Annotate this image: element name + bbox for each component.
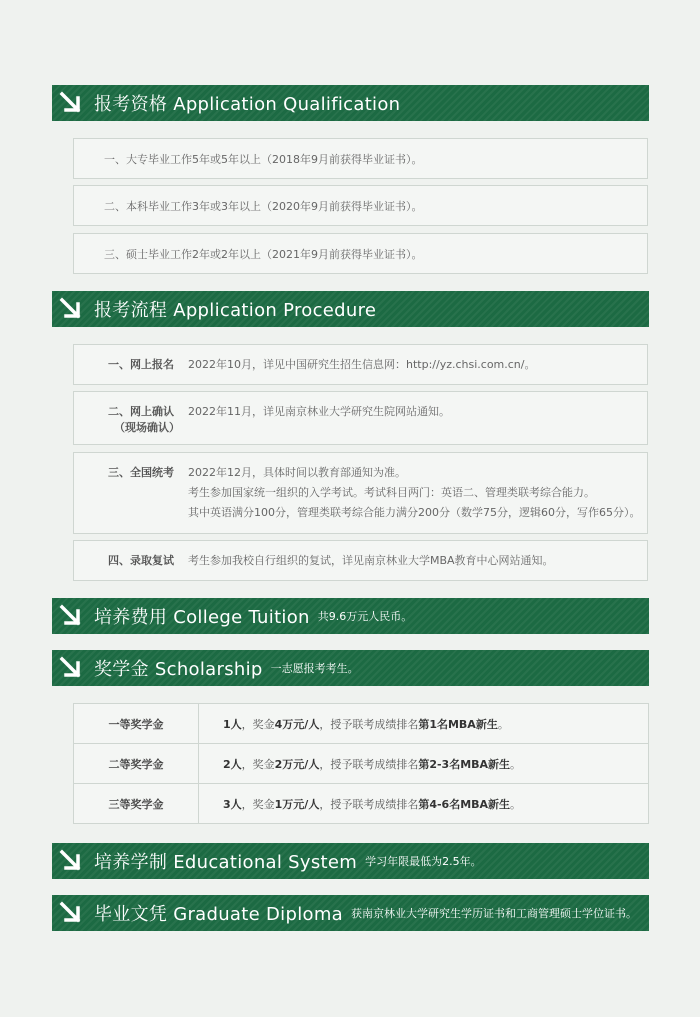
arrow-down-right-icon bbox=[58, 655, 84, 681]
procedure-step bbox=[73, 452, 648, 534]
section-header-procedure bbox=[52, 291, 649, 327]
step-text: 2022年11月，详见南京林业大学研究生院网站通知。 bbox=[188, 405, 450, 418]
section-header-system bbox=[52, 843, 649, 879]
step-text: 考生参加我校自行组织的复试，详见南京林业大学MBA教育中心网站通知。 bbox=[188, 554, 554, 567]
section-header-diploma bbox=[52, 895, 649, 931]
step-sublabel: （现场确认） bbox=[114, 421, 180, 434]
section-note: 共9.6万元人民币。 bbox=[317, 610, 413, 623]
arrow-down-right-icon bbox=[58, 90, 84, 116]
qualification-item bbox=[73, 185, 648, 226]
step-label: 一、网上报名 bbox=[108, 358, 174, 371]
qualification-text: 二、本科毕业工作3年或3年以上（2020年9月前获得毕业证书）。 bbox=[104, 199, 423, 213]
step-label: 三、全国统考 bbox=[108, 466, 174, 479]
procedure-step bbox=[73, 540, 648, 581]
step-text: 2022年10月，详见中国研究生招生信息网：http://yz.chsi.com.cn/。 bbox=[188, 358, 536, 371]
arrow-down-right-icon bbox=[58, 900, 84, 926]
section-note: 获南京林业大学研究生学历证书和工商管理硕士学位证书。 bbox=[350, 907, 637, 920]
section-header-scholarship bbox=[52, 650, 649, 686]
section-title: 培养费用 College Tuition bbox=[94, 607, 310, 628]
arrow-down-right-icon bbox=[58, 296, 84, 322]
qualification-text: 一、大专毕业工作5年或5年以上（2018年9月前获得毕业证书）。 bbox=[104, 152, 423, 166]
scholarship-name: 三等奖学金 bbox=[74, 784, 199, 824]
qualification-item bbox=[73, 233, 648, 274]
section-header-tuition bbox=[52, 598, 649, 634]
section-title: 培养学制 Educational System bbox=[94, 852, 358, 873]
scholarship-table bbox=[73, 703, 649, 824]
scholarship-detail: 1人，奖金4万元/人，授予联考成绩排名第1名MBA新生。 bbox=[199, 704, 649, 744]
scholarship-detail: 2人，奖金2万元/人，授予联考成绩排名第2-3名MBA新生。 bbox=[199, 744, 649, 784]
section-title: 毕业文凭 Graduate Diploma bbox=[94, 904, 343, 925]
table-row bbox=[74, 744, 649, 784]
scholarship-name: 二等奖学金 bbox=[74, 744, 199, 784]
section-note: 一志愿报考考生。 bbox=[270, 662, 359, 675]
table-row bbox=[74, 784, 649, 824]
section-note: 学习年限最低为2.5年。 bbox=[365, 855, 482, 868]
scholarship-detail: 3人，奖金1万元/人，授予联考成绩排名第4-6名MBA新生。 bbox=[199, 784, 649, 824]
arrow-down-right-icon bbox=[58, 848, 84, 874]
qualification-item bbox=[73, 138, 648, 179]
procedure-step bbox=[73, 344, 648, 385]
table-row bbox=[74, 704, 649, 744]
procedure-step bbox=[73, 391, 648, 445]
section-title: 奖学金 Scholarship bbox=[94, 659, 263, 680]
section-title: 报考资格 Application Qualification bbox=[94, 94, 401, 115]
section-header-qualification bbox=[52, 85, 649, 121]
step-label: 四、录取复试 bbox=[108, 554, 174, 567]
qualification-text: 三、硕士毕业工作2年或2年以上（2021年9月前获得毕业证书）。 bbox=[104, 247, 423, 261]
scholarship-name: 一等奖学金 bbox=[74, 704, 199, 744]
section-title: 报考流程 Application Procedure bbox=[94, 300, 377, 321]
step-text: 2022年12月，具体时间以教育部通知为准。 考生参加国家统一组织的入学考试。考试科目两门：英语二、管理类联考综合能力。 其中英语满分100分，管理类联考综合能力满分200分（数学75分，逻辑60分，写作65分）。 bbox=[188, 466, 641, 519]
arrow-down-right-icon bbox=[58, 603, 84, 629]
step-label: 二、网上确认 （现场确认） bbox=[74, 404, 174, 444]
